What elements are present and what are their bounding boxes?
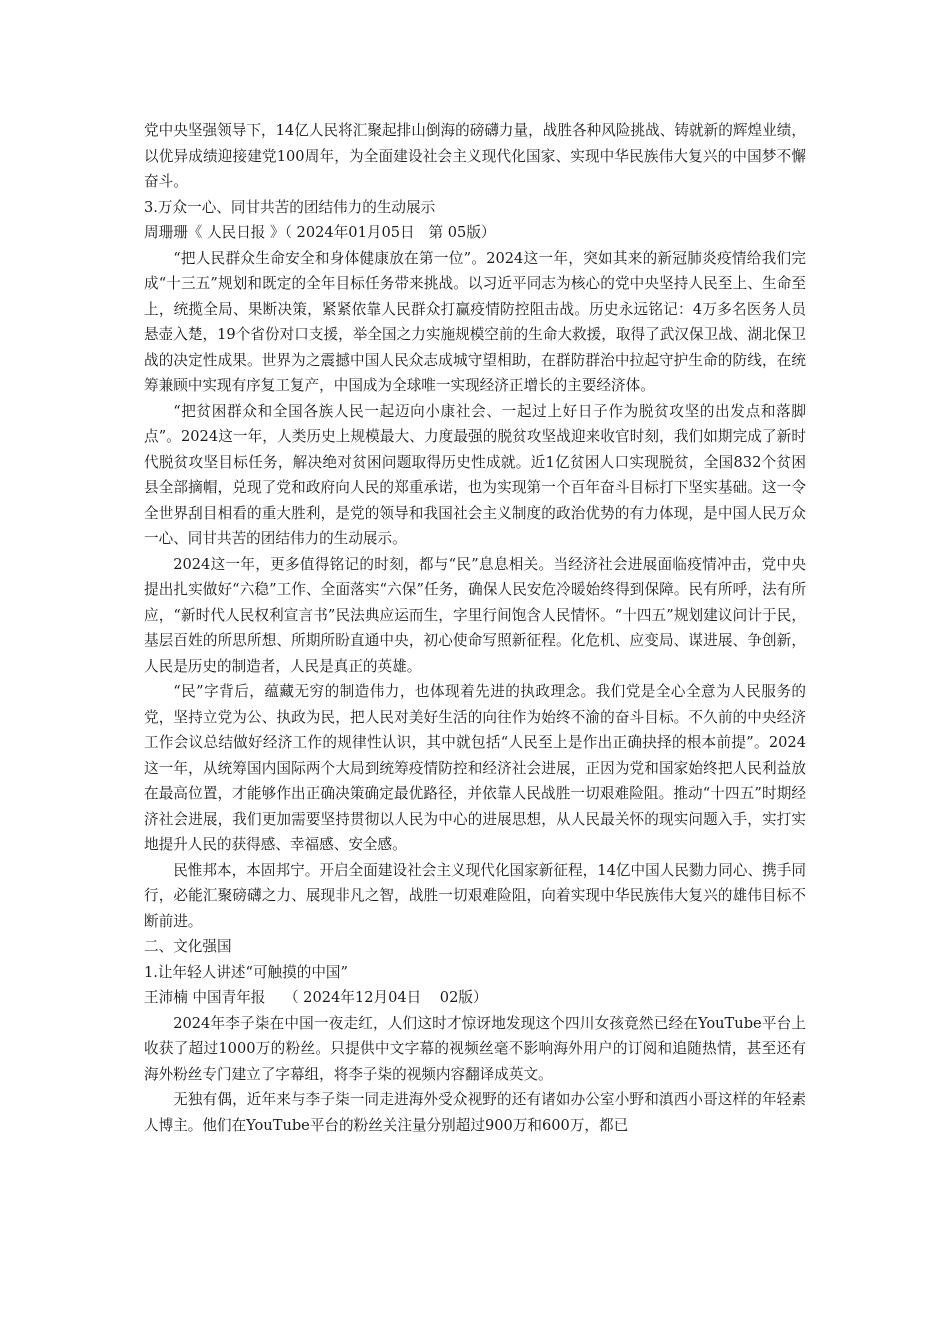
paragraph-2: “把人民群众生命安全和身体健康放在第一位”。2024这一年，突如其来的新冠肺炎疫情给我们完成“十三五”规划和既定的全年目标任务带来挑战。以习近平同志为核心的党中央坚持人民至上、生命至上，统揽全局、果断决策，紧紧依靠人民群众打赢疫情防控阻击战。历史永远铭记：4万多名医务人员悬壶入楚，19个省份对口支援，举全国之力实施规模空前的生命大救援，取得了武汉保卫战、湖北保卫战的决定性成果。世界为之震撼中国人民众志成城守望相助，在群防群治中拉起守护生命的防线，在统筹兼顾中实现有序复工复产，中国成为全球唯一实现经济正增长的主要经济体。 <box>144 249 806 394</box>
section-heading-unity: 3.万众一心、同甘共苦的团结伟力的生动展示 <box>144 198 436 216</box>
paragraph-1: 党中央坚强领导下，14亿人民将汇聚起排山倒海的磅礴力量，战胜各种风险挑战、铸就新的辉煌业绩，以优异成绩迎接建党100周年，为全面建设社会主义现代化国家、实现中华民族伟大复兴的中国梦不懈奋斗。 <box>144 122 806 190</box>
document-page <box>144 118 806 1138</box>
paragraph-5: “民”字背后，蕴藏无穷的制造伟力，也体现着先进的执政理念。我们党是全心全意为人民服务的党，坚持立党为公、执政为民，把人民对美好生活的向往作为始终不渝的奋斗目标。不久前的中央经济工作会议总结做好经济工作的规律性认识，其中就包括“人民至上是作出正确抉择的根本前提”。2024这一年，从统筹国内国际两个大局到统筹疫情防控和经济社会进展，正因为党和国家始终把人民利益放在最高位置，才能够作出正确决策确定最优路径，并依靠人民战胜一切艰难险阻。推动“十四五”时期经济社会进展，我们更加需要坚持贯彻以人民为中心的进展思想，从人民最关怀的现实问题入手，实打实地提升人民的获得感、幸福感、安全感。 <box>144 683 806 853</box>
paragraph-6: 民惟邦本，本固邦宁。开启全面建设社会主义现代化国家新征程，14亿中国人民勠力同心、携手同行，必能汇聚磅礴之力、展现非凡之智，战胜一切艰难险阻，向着实现中华民族伟大复兴的雄伟目标不断前进。 <box>144 861 806 930</box>
paragraph-8: 无独有偶，近年来与李子柒一同走进海外受众视野的还有诸如办公室小野和滇西小哥这样的年轻素人博主。他们在YouTube平台的粉丝关注量分别超过900万和600万，都已 <box>144 1091 806 1134</box>
section-heading-youth: 1.让年轻人讲述“可触摸的中国” <box>144 963 348 981</box>
paragraph-3: “把贫困群众和全国各族人民一起迈向小康社会、一起过上好日子作为脱贫攻坚的出发点和落脚点”。2024这一年，人类历史上规模最大、力度最强的脱贫攻坚战迎来收官时刻，我们如期完成了新时代脱贫攻坚目标任务，解决绝对贫困问题取得历史性成就。近1亿贫困人口实现脱贫，全国832个贫困县全部摘帽，兑现了党和政府向人民的郑重承诺，也为实现第一个百年奋斗目标打下坚实基础。这一令全世界刮目相看的重大胜利，是党的领导和我国社会主义制度的政治优势的有力体现，是中国人民万众一心、同甘共苦的团结伟力的生动展示。 <box>144 402 806 547</box>
paragraph-7: 2024年李子柒在中国一夜走红，人们这时才惊讶地发现这个四川女孩竟然已经在YouTube平台上收获了超过1000万的粉丝。只提供中文字幕的视频丝毫不影响海外用户的订阅和追随热情，甚至还有海外粉丝专门建立了字幕组，将李子柒的视频内容翻译成英文。 <box>144 1014 806 1083</box>
byline-china-youth-daily: 王沛楠 中国青年报 （ 2024年12月04日 02版） <box>144 989 488 1006</box>
paragraph-4: 2024这一年，更多值得铭记的时刻，都与“民”息息相关。当经济社会进展面临疫情冲击，党中央提出扎实做好“六稳”工作、全面落实“六保”任务，确保人民安危冷暖始终得到保障。民有所呼，法有所应，“新时代人民权利宣言书”民法典应运而生，字里行间饱含人民情怀。“十四五”规划建议问计于民，基层百姓的所思所想、所期所盼直通中央，初心使命写照新征程。化危机、应变局、谋进展、争创新，人民是历史的制造者，人民是真正的英雄。 <box>144 555 806 675</box>
byline-peoples-daily: 周珊珊《 人民日报 》（ 2024年01月05日 第 05版） <box>144 224 496 241</box>
section-heading-culture: 二、文化强国 <box>144 938 232 955</box>
